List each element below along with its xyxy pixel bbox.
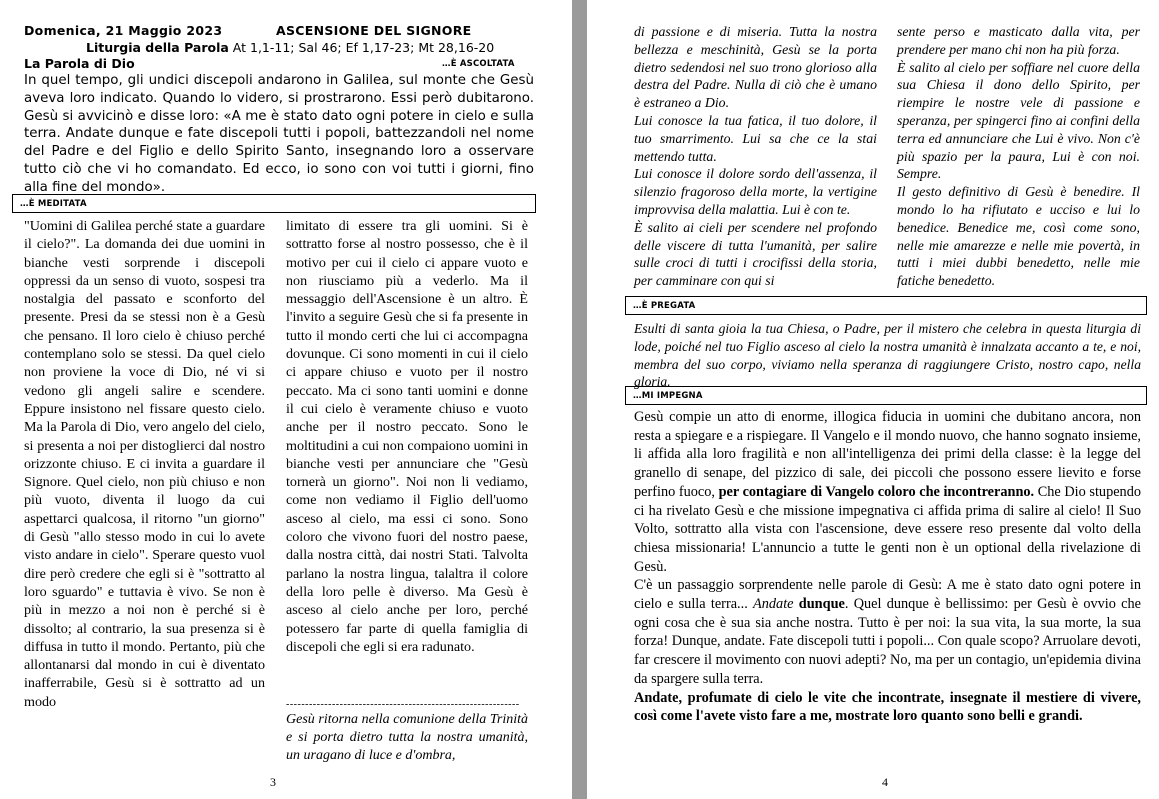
impegna-tag: …MI IMPEGNA <box>633 391 703 401</box>
page-3 <box>0 0 572 799</box>
liturgy-line <box>86 40 494 55</box>
commitment-p2-italic: Andate <box>753 596 794 613</box>
italic-note: Gesù ritorna nella comunione della Trinità e si porta dietro tutta la nostra umanità, un uragano di luce e d'ombra, <box>286 712 528 763</box>
prayer-text: Esulti di santa gioia la tua Chiesa, o Padre, per il mistero che celebra in questa liturgia di lode, poiché nel tuo Figlio asceso al cielo la nostra umanità è innalzata accanto a te, e noi, membra del suo corpo, viviamo nella speranza di raggiungere Cristo, nostro capo, nella gloria. <box>634 321 1141 390</box>
gospel-text: In quel tempo, gli undici discepoli andarono in Galilea, sul monte che Gesù aveva loro indicato. Quando lo videro, si prostrarono. Essi però dubitarono. Gesù si avvicinò e disse loro: «A me è stato dato ogni potere in cielo e sulla terra. Andate dunque e fate discepoli tutti i popoli, battezzandoli nel nome del Padre e del Figlio e dello Spirito Santo, insegnando loro a osservare tutto ciò che vi ho comandato. Ed ecco, io sono con voi tutti i giorni, fino alla fine del mondo». <box>24 73 534 195</box>
meditation-column-2: limitato di essere tra gli uomini. Si è sottratto forse al nostro possesso, che è il motivo per cui il cielo ci appare vuoto e non riusciamo più a vederlo. Ma il messaggio dell'Ascensione è un altro. È l'invito a seguire Gesù che si fa presente in tutto il mondo certi che lui ci accompagna dovunque. Ci sono momenti in cui il cielo ci appare chiuso e vuoto per il nostro peccato. Ma ci sono tanti uomini e donne il cui cielo è veramente chiuso e vuoto anche per il nostro peccato. Sono le moltitudini a cui non compaiono uomini in bianche vesti per annunciare che "Gesù tornerà un giorno". Noi non li vediamo, come non vediamo il Figlio dell'uomo asceso al cielo, ma essi ci sono. Sono coloro che vivono fuori del nostro paese, dalla nostra città, dai nostri Stati. Talvolta parlano la nostra lingua, talaltra il colore della loro pelle è diverso. Ma Gesù è asceso al cielo anche per loro, perché potessero far parte di quella famiglia di discepoli che egli si era radunato. <box>286 218 528 655</box>
reflection-column-1: di passione e di miseria. Tutta la nostra bellezza e meschinità, Gesù se la porta dietro sedendosi nel suo trono glorioso alla destra del Padre. Nulla di ciò che è umano è estraneo a Dio. Lui conosce la tua fatica, il tuo dolore, il tuo smarrimento. Lui sa che ce la stai mettendo tutta. Lui conosce il dolore sordo dell'assenza, il silenzio fragoroso della morte, la vertigine improvvisa della malattia. Lui è con te. È salito ai cieli per scendere nel profondo delle viscere di tutta l'umanità, per salire sulle croci di tutti i crocifissi della storia, per camminare con qui si <box>634 24 877 289</box>
commitment-p3-bold: Andate, profumate di cielo le vite che incontrate, insegnate il mestiere di vivere, così come l'avete visto fare a me, mostrate loro quanto sono belli e grandi. <box>634 689 1141 725</box>
pregata-tag: …È PREGATA <box>633 301 696 311</box>
commitment-p1-bold: per contagiare di Vangelo coloro che incontreranno. <box>718 483 1035 500</box>
section-title: La Parola di Dio <box>24 56 135 71</box>
commitment-p2-bold: dunque <box>793 596 845 613</box>
impegna-box <box>625 386 1147 405</box>
commitment-paragraph-2 <box>634 576 1141 688</box>
reflection-column-2: sente perso e masticato dalla vita, per prendere per mano chi non ha più forza. È salito al cielo per soffiare nel cuore della sua Chiesa il dono dello Spirito, per riempire le nostre vele di passione e speranza, per spingerci fino ai confini della terra ed annunciare che Lui è vivo. Non c'è più spazio per la paura, Lui è con noi. Sempre. Il gesto definitivo di Gesù è benedire. Il mondo lo ha rifiutato e ucciso e lui lo benedice. Benedice me, così come sono, nelle mie amarezze e nelle mie povertà, in tutti i miei dubbi benedetto, nelle mie fatiche benedetto. <box>897 24 1140 289</box>
liturgy-label: Liturgia della Parola <box>86 40 229 55</box>
meditata-box <box>12 194 536 213</box>
date-heading: Domenica, 21 Maggio 2023 <box>24 23 223 38</box>
commitment-paragraph-1 <box>634 408 1141 576</box>
page-4 <box>587 0 1159 799</box>
meditata-tag: …È MEDITATA <box>20 199 87 209</box>
liturgy-refs: At 1,1-11; Sal 46; Ef 1,17-23; Mt 28,16-20 <box>228 40 495 55</box>
page-gutter <box>572 0 587 799</box>
commitment-text <box>634 408 1141 726</box>
commitment-p2-text: C'è un passaggio sorprendente nelle parole di Gesù: A me è stato dato ogni potere in cielo e sulla terra... <box>634 577 1141 613</box>
commitment-paragraph-3 <box>634 689 1141 726</box>
page-number: 4 <box>882 775 888 789</box>
pregata-box <box>625 296 1147 315</box>
meditation-column-1: "Uomini di Galilea perché state a guardare il cielo?". La domanda dei due uomini in bianche vesti sorprende i discepoli oppressi da un senso di vuoto, sospesi tra nostalgia del passato e sconforto del presente. Presi da se stessi non è a Gesù che pensano. Il loro cielo è chiuso perché contemplano solo se stessi. Da quel cielo non proviene la voce di Dio, né vi si vedono gli angeli salire e scendere. Eppure insistono nel fissare questo cielo. Ma la Parola di Dio, vero angelo del cielo, si presenta a noi per distoglierci dal nostro orizzonte chiuso. E ci invita a guardare il Signore. Quel cielo, non più chiuso e non più vuoto, diventa il luogo da cui aspettarci qualcosa, il ritorno "un giorno" di Gesù "allo stesso modo in cui lo avete visto andare in cielo". Sperare questo vuol dire però credere che egli si è "sottratto al loro sguardo" e tuttavia è vivo. Se non è più in mezzo a noi non è perché si è dissolto; al contrario, la sua presenza si è diffusa in tutto il mondo. Pertanto, più che allontanarsi dal mondo in cui è diventato inafferrabile, Gesù si è sottratto ad un modo <box>24 218 265 710</box>
page-number: 3 <box>270 775 276 789</box>
commitment-p2-text-2: . Quel dunque è bellissimo: per Gesù è ovvio che ogni cosa che è sua sia anche nostra. Tutto è per noi: la sua vita, la sua morte, la sua forza! Dunque, andate. Fate discepoli tutti i popoli... Con quale scopo? Arruolare devoti, far crescere il movimento con nuovi adepti? No, ma per un contagio, un'epidemia divina da spargere sulla terra. <box>634 596 1141 687</box>
ascoltata-tag: …È ASCOLTATA <box>442 59 515 69</box>
commitment-p1-text: Gesù compie un atto di enorme, illogica fiducia in uomini che dubitano ancora, non resta a spiegare e a rispiegare. Il Vangelo e il mondo nuovo, che hanno sognato insieme, li affida alla loro fragilità e non all'intelligenza dei primi della classe: è la legge del granello di senape, del pizzico di sale, dei piccoli che possono essere lievito e forse perfino fuoco, <box>634 409 1141 500</box>
feast-heading: ASCENSIONE DEL SIGNORE <box>276 23 472 38</box>
commitment-p1-text-2: Che Dio stupendo ci ha rivelato Gesù e che missione impegnativa ci affida prima di salire al cielo! Il Suo Volto, sottratto alla vista con l'ascensione, deve essere reso presente dal volto della chiesa missionaria! L'annuncio a tutte le genti non è un optional della rivelazione di Gesù. <box>634 483 1142 575</box>
divider-dashes: ------------------------------------------------------------- <box>286 700 520 710</box>
